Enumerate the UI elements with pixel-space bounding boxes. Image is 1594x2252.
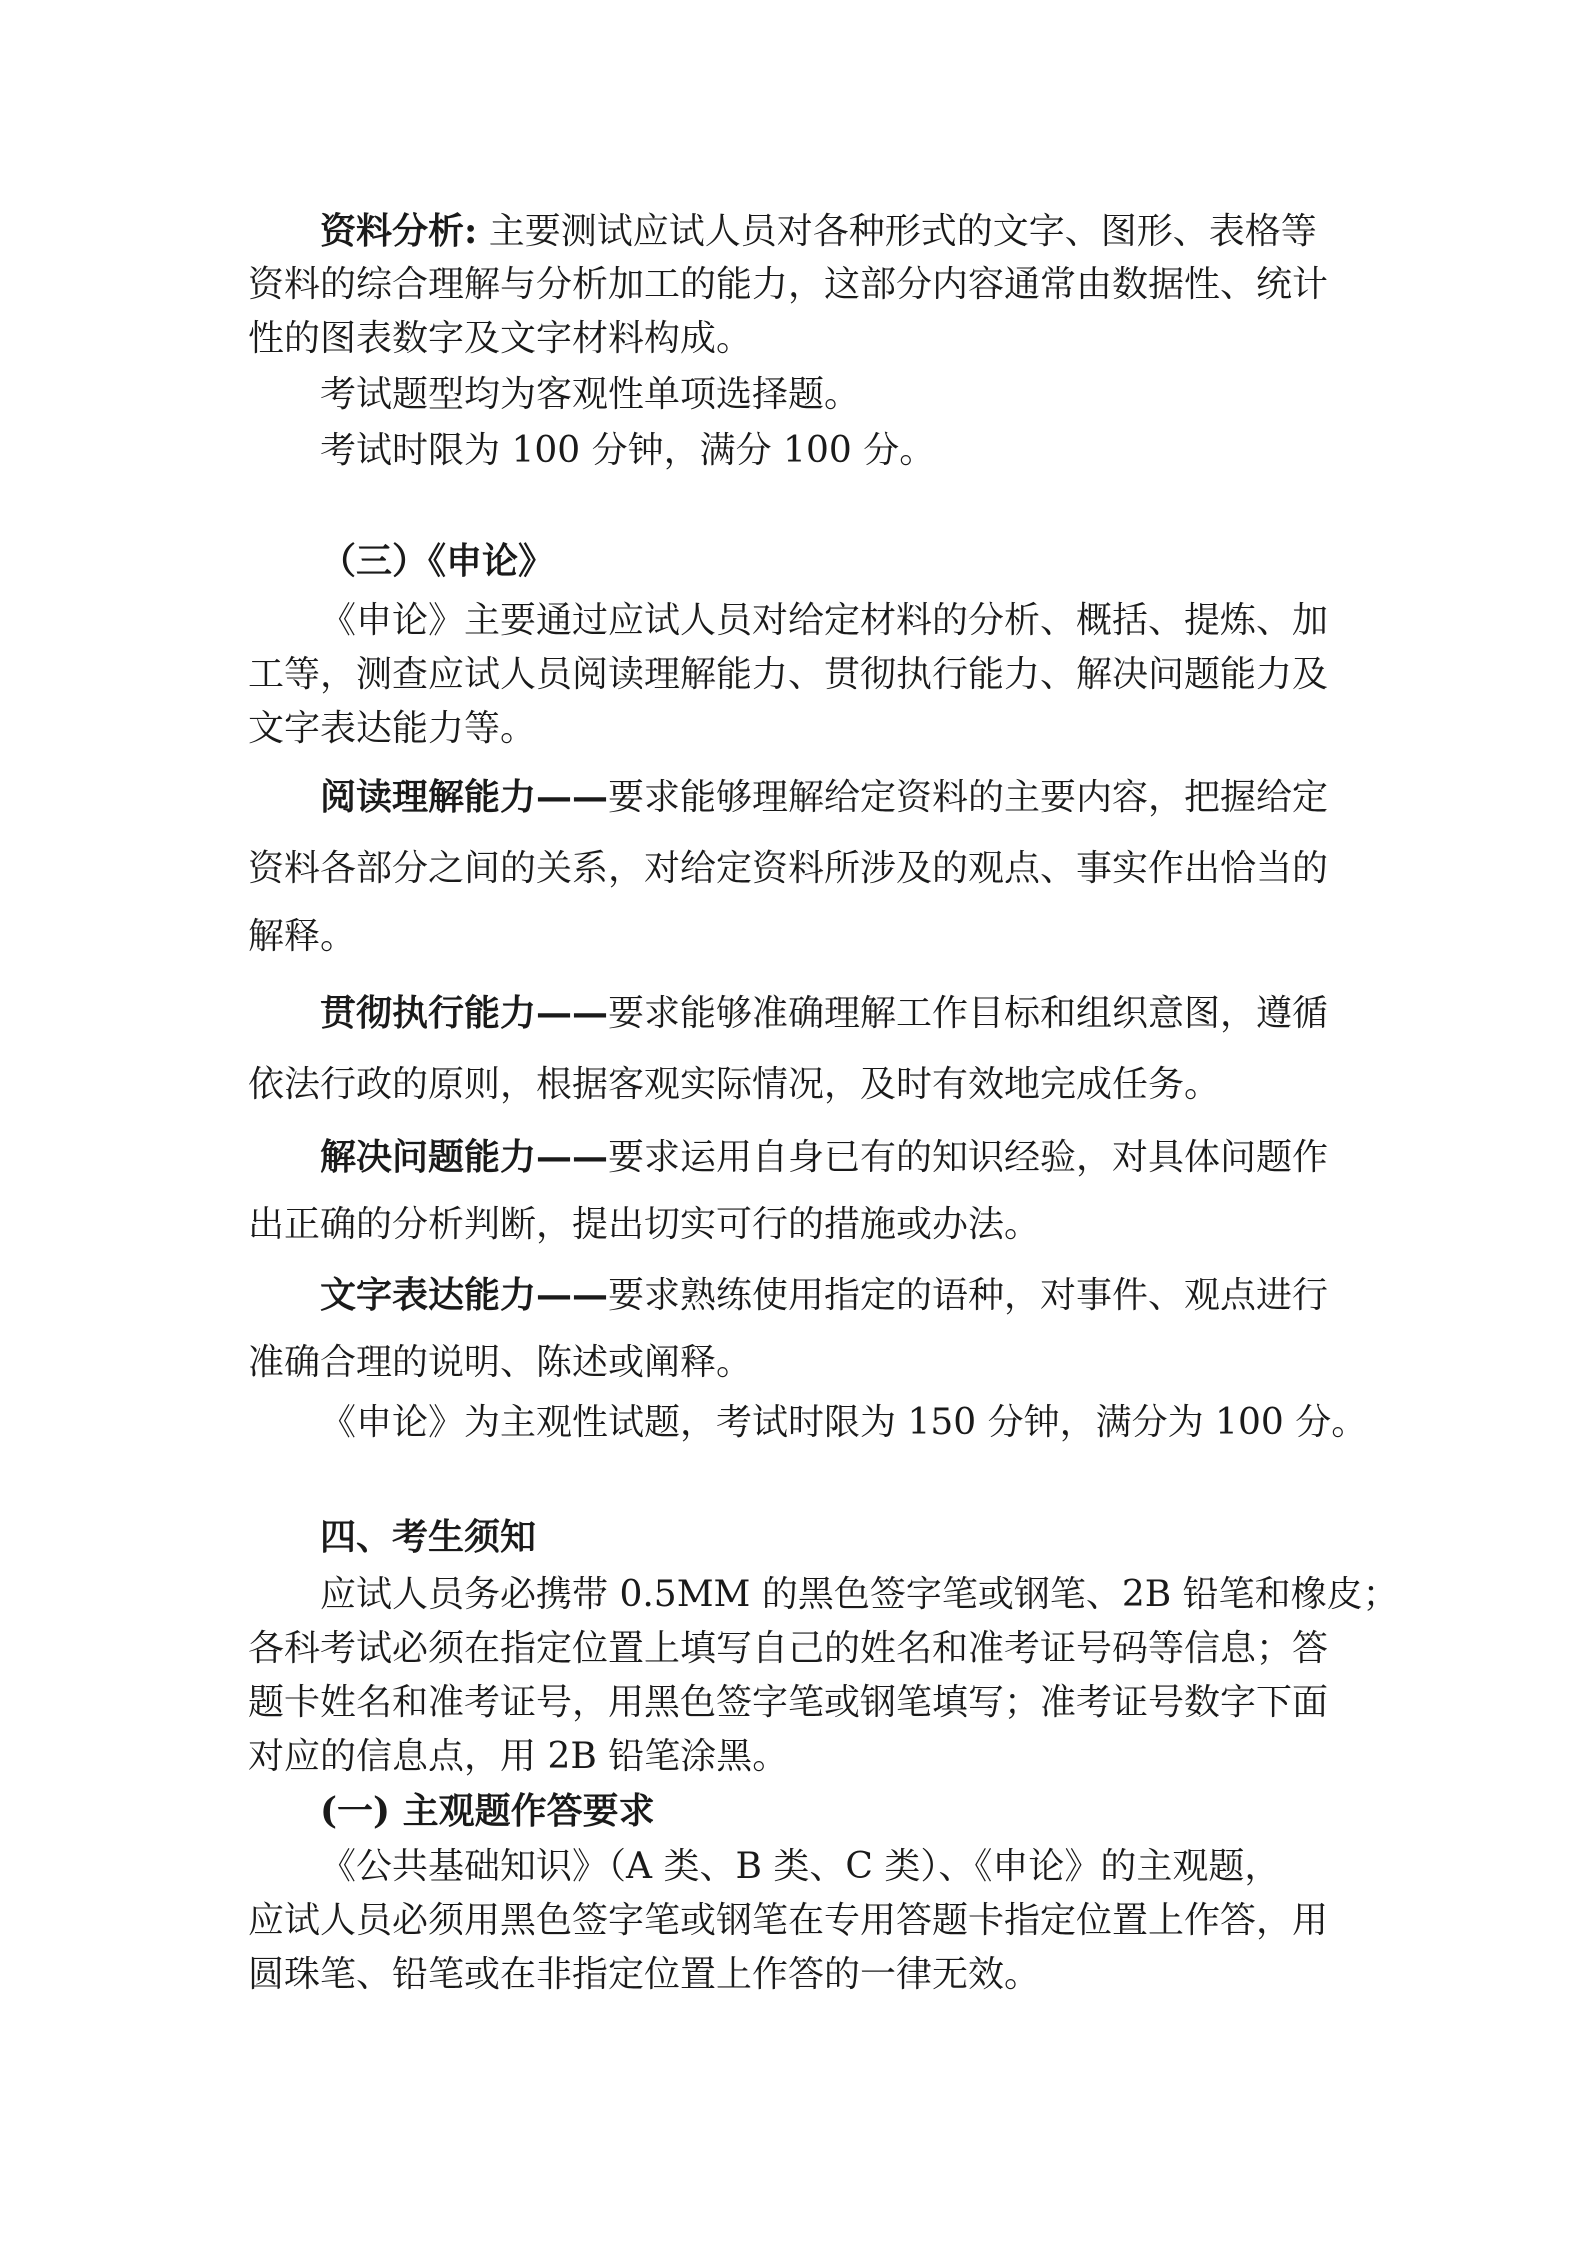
notice-line-2: 各科考试必须在指定位置上填写自己的姓名和准考证号码等信息；答: [248, 1628, 1329, 1669]
notice-line-4: 对应的信息点，用 2B 铅笔涂黑。: [248, 1736, 789, 1777]
reading-ability-term: 阅读理解能力——: [320, 776, 609, 818]
shenlun-intro-line-1: 《申论》主要通过应试人员对给定材料的分析、概括、提炼、加: [320, 600, 1329, 641]
writing-ability-line-1: [320, 1272, 1360, 1319]
notice-heading: 四、考生须知: [320, 1516, 537, 1558]
reading-ability-text: 要求能够理解给定资料的主要内容，把握给定: [608, 777, 1329, 818]
writing-ability-term: 文字表达能力——: [320, 1274, 609, 1316]
execution-ability-term: 贯彻执行能力——: [320, 992, 609, 1034]
time-limit-text: 考试时限为 100 分钟，满分 100 分。: [320, 430, 936, 471]
data-analysis-line-3: 性的图表数字及文字材料构成。: [248, 318, 753, 359]
data-analysis-line-2: 资料的综合理解与分析加工的能力，这部分内容通常由数据性、统计: [248, 264, 1329, 305]
reading-ability-line-3: 解释。: [248, 916, 357, 957]
solving-ability-term: 解决问题能力——: [320, 1136, 609, 1178]
data-analysis-term: 资料分析:: [320, 210, 478, 252]
subjective-line-3: 圆珠笔、铅笔或在非指定位置上作答的一律无效。: [248, 1954, 1041, 1995]
data-analysis-line-1: [320, 208, 1360, 255]
notice-line-3: 题卡姓名和准考证号，用黑色签字笔或钢笔填写；准考证号数字下面: [248, 1682, 1329, 1723]
execution-ability-text: 要求能够准确理解工作目标和组织意图，遵循: [608, 993, 1329, 1034]
data-analysis-text: 主要测试应试人员对各种形式的文字、图形、表格等: [488, 211, 1317, 252]
solving-ability-line-2: 出正确的分析判断，提出切实可行的措施或办法。: [248, 1204, 1041, 1245]
writing-ability-text: 要求熟练使用指定的语种，对事件、观点进行: [608, 1275, 1329, 1316]
subjective-line-2: 应试人员必须用黑色签字笔或钢笔在专用答题卡指定位置上作答，用: [248, 1900, 1329, 1941]
subjective-heading: (一) 主观题作答要求: [320, 1790, 655, 1832]
solving-ability-text: 要求运用自身已有的知识经验，对具体问题作: [608, 1137, 1329, 1178]
writing-ability-line-2: 准确合理的说明、陈述或阐释。: [248, 1342, 753, 1383]
notice-line-1: 应试人员务必携带 0.5MM 的黑色签字笔或钢笔、2B 铅笔和橡皮；: [320, 1574, 1399, 1615]
shenlun-heading: （三）《申论》: [320, 540, 555, 582]
execution-ability-line-2: 依法行政的原则，根据客观实际情况，及时有效地完成任务。: [248, 1064, 1221, 1105]
subjective-line-1: 《公共基础知识》（A 类、B 类、C 类）、《申论》的主观题，: [320, 1846, 1281, 1887]
question-type-text: 考试题型均为客观性单项选择题。: [320, 374, 861, 415]
solving-ability-line-1: [320, 1134, 1360, 1181]
execution-ability-line-1: [320, 990, 1360, 1037]
shenlun-intro-line-3: 文字表达能力等。: [248, 708, 537, 749]
reading-ability-line-1: [320, 774, 1360, 821]
shenlun-summary: 《申论》为主观性试题，考试时限为 150 分钟，满分为 100 分。: [320, 1402, 1368, 1443]
shenlun-intro-line-2: 工等，测查应试人员阅读理解能力、贯彻执行能力、解决问题能力及: [248, 654, 1329, 695]
reading-ability-line-2: 资料各部分之间的关系，对给定资料所涉及的观点、事实作出恰当的: [248, 848, 1329, 889]
